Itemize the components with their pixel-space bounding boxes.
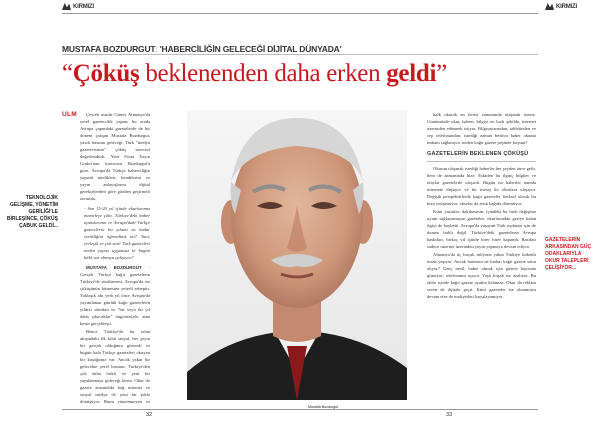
magazine-logo-right: KIRMIZI [545,3,577,10]
subhead-rule [427,161,536,162]
photo-caption: Mustafa Bozdurgut [308,405,339,409]
article-title: 'HABERCİLİĞİN GELECEĞİ DİJİTAL DÜNYADA' [159,44,342,54]
interview-question: - Son 15-20 yıl içinde okurlarımız memeleye çıktı. Türkiye'deki haber ajanslarının ve Avrupa'daki Türkçe gazetelerin bu yılana ne kadar verildiğini öğrendiniz mi? Yani, yerleşik ve çok sesli Türk gazeteleri neden yapısı uygunsuz ki bugün hâlâ var olmaya çalışıyor? [84,206,150,260]
logo-mark-icon [62,3,71,10]
top-rule-left [62,13,300,14]
author-name: MUSTAFA BOZDURGUT [62,44,156,54]
headline: “Çöküş beklenenden daha erken geldi” [62,60,447,87]
page-number-left: 32 [146,412,153,418]
paragraph: Okurun ulaşmak istediği haberler her şeyden önce gelir, hem de zamanında bize. Eskiden bu ilginç bilgiler ve olaylar gazetelerle ulaşırdı. Bugün ise haberler anında internete düşüyor ve bir mesaj ile okurlara ulaşıyor. Değişik perspektiflerde kağıt gazeteler fiziksel olarak bu hıza yetişemiyor, okurlar da artık kağıda dönmüyor. [427,166,536,206]
column-left [80,111,150,407]
page-number-right: 33 [446,412,453,418]
paragraph: Bence Türkiye'de bu yılan akışındaki ilk kötü sinyal, her şeyin bir gerçek olduğunu gösterdi ve bugün hala Türkçe gazeteleri okuyan bir kuşağımız var. Ancak yakın bir gelecekte yerel basının, Türkiye'den çok daha farklı ve yeni bir yapılanmaya gideceği kesin. Okur ile gazete arasındaki bağ internet ve sosyal medya ile yeni bir şekle dönüşüyor. Bunu yönetemeyen ve [80,329,150,404]
magazine-logo-left: KIRMIZI [62,3,94,10]
article-header: MUSTAFA BOZDURGUT: 'HABERCİLİĞİN GELECEĞİ DİJİTAL DÜNYADA' [62,44,342,54]
bottom-rule-left [62,409,300,410]
section-subhead: GAZETELERİN BEKLENEN ÇÖKÜŞÜ [427,151,529,157]
top-rule-right [300,13,538,14]
logo-mark-icon [545,3,554,10]
sidebar-right: GAZETELERİN ARKASINDAN GÜÇ ODAKLARIYLA OKUR TALEPLERİ ÇELİŞİYOR... [545,237,592,271]
paragraph: Kimi yazarlar, dakikasının, içindeki bu hızlı değişime uyum sağlayamayan gazeteler, okurlarından geriye kalan ilgiyi de kaybetti. Avrupa'da yaşayan Türk toplumu için de durum farklı değil. Türkiye'deki gazetelerin Avrupa baskıları, birkaç yıl içinde birer birer kapandı. Bazıları sadece internet üzerinden yayın yapmaya devam ediyor. [427,209,536,249]
column-right [427,111,536,407]
interview-answer: MUSTAFA BOZDURGUT - Gerçek Türkçe kağıt gazetelerin Türkiye'de sürdürmesi, Avrupa'da ise çöküşünün bitmesine yeterli sebeptir. Yaklaşık altı yedi yıl önce Avrupa'da yayımlanan günlük kağıt gazetelerin yıldızı sönüktü ve "bir veya iki yıl daha çıkacaklar" öngörüsüyle, ama kesin gerçekleşti. [80,265,150,326]
location-label: ULM [62,111,77,118]
paragraph: Almanya'da üç buçuk milyona yakın Türkiye kökenli insan yaşıyor. Ancak bunların ne kadarı kağıt gazete satın alıyor? Genç nesil, haber almak için gazete bayisine gitmiyor; telefonunu açıyor. Yaşlı kuşak ise azalıyor. Bu tablo içinde kağıt gazete ayakta kalamaz. Okur da reklam veren de dijitale geçti. Kimi gazeteler ise okunmaya devam etse de maliyetleri karşılayamıyor. [427,252,536,299]
portrait-illustration [187,110,407,400]
paragraph: halk okurak en ilerisi zamanında ulaşmak isteriz. Günümüzde okur, haberi, bilgiyi en hızlı şekilde, internet üzerinden edinmek istiyor. Bilgisayarından, tabletinden ve cep telefonundan, istediği zaman bedava haber okuma imkanı sağlanıyor, neden kağıt gazete peşinde koşsun? [427,112,536,145]
sidebar-left: TEKNOLOJİK GELİŞME, YÖNETİM GERİLİĞİ'LE BİRLEŞİNCE, ÇÖKÜŞ ÇABUK GELDİ... [6,195,58,229]
bottom-rule-right [300,409,538,410]
portrait-photo [187,110,407,400]
paragraph: Çeyrek asırdır Güney Almanya'da yerel gazetecilik yapan; bu arada Avrupa çapındaki gazetelerde de bir dönem çalışan Mustafa Bozdurgut, yazılı basının geleceği, Türk "medya gazetecisinin" çöküş sürecini değerlendirdi. Yeni Posta Yayın Grubu'nun kurucusu Bozdurgut'a göre, Avrupa'da Türkçe haberciliğin yapısal nitelikleri, kendilerini ve yayın anlayışlarını dijital gerekçelerden göre gözden geçirmeli zorunda. [80,112,150,201]
header-rule [62,54,538,55]
